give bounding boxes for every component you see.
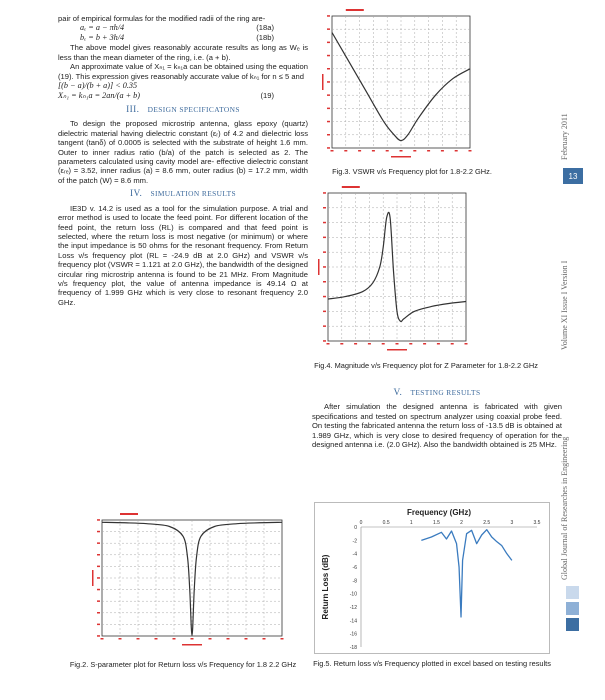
y-tick [323,340,326,342]
figure-4-caption: Fig.4. Magnitude v/s Frequency plot for Z Parameter for 1.8-2.2 GHz [314,361,538,370]
y-tick [327,68,330,70]
section-heading-simulation: IV. SIMULATION RESULTS [129,189,237,200]
x-tick [137,638,140,640]
y-tick-label: -12 [349,605,357,611]
y-tick [323,281,326,283]
x-tick [119,638,122,640]
paragraph-design: To design the proposed microstrip antenna, glass epoxy (quartz) dielectric material having dielectric constant (εᵣ) of 4.2 and dielectric loss tangent (tanδ) of 0.0005 is selected with the substrate of height 1.6 mm. Outer to inner radius ratio (b/a) of the patch is selected as 2. The parameters calculated using cavity model are- effective dielectric constant (εᵣₑ) = 3.52, inner radius (a) = 8.6 mm, outer radius (b) = 17.2 mm, width of the patch (W) = 8.6 mm. [58,119,308,185]
x-tick [344,150,347,152]
page-number: 13 [563,168,583,184]
x-tick [372,150,375,152]
x-tick [409,343,412,345]
x-tick [441,150,444,152]
y-tick [97,554,100,556]
x-tick [423,343,426,345]
y-tick [323,192,326,194]
paragraph-model: The above model gives reasonably accurate results as long as Wₑ is less than the mean diameter of the ring, i.e. (a + b). [58,43,308,62]
x-tick [101,638,104,640]
y-tick [327,134,330,136]
y-tick-label: -18 [349,645,357,651]
y-tick [327,42,330,44]
figure-4 [316,185,476,355]
y-tick [97,624,100,626]
y-tick-label: -4 [352,551,357,558]
y-tick [327,147,330,149]
x-tick-label: 3 [510,520,514,526]
y-tick [97,589,100,591]
x-tick [455,150,458,152]
paragraph-testing: After simulation the designed antenna is fabricated with given specifications and tested on spectrum analyzer using coaxial probe feed. On testing the fabricated antenna the return loss of -13.5 dB is obtained at 1.989 GHz, which is very close to desired frequency of operation for the designed antenna i.e. (2.0 GHz). Also the bandwidth obtained is 25 MHz. [312,402,562,450]
side-journal: Global Journal of Researches in Engineering [560,436,569,580]
y-tick [323,325,326,327]
x-tick-label: 0 [359,520,363,526]
y-tick [327,94,330,96]
y-tick [323,311,326,313]
x-tick [191,638,194,640]
x-tick [437,343,440,345]
y-tick [327,28,330,30]
x-tick [327,343,330,345]
side-volume: Volume XI Issue I Version I [560,260,569,350]
y-tick [97,612,100,614]
y-tick-label: -8 [352,578,357,585]
fig5-title: Frequency (GHz) [406,508,472,517]
x-tick [427,150,430,152]
x-tick-label: 3.5 [533,520,541,526]
section-heading-testing: V. TESTING RESULTS [393,388,481,398]
x-tick [382,343,385,345]
fig5-ylabel: Return Loss (dB) [321,554,330,620]
y-tick-label: -14 [349,618,357,625]
fig4-chart [316,185,476,355]
figure-3 [320,6,480,161]
x-tick [227,638,230,640]
y-axis-label [92,570,94,586]
x-tick [358,150,361,152]
y-tick [323,237,326,239]
equation-19: Xₙ₁ = kₙ₁a = 2an/(a + b) (19) [58,91,274,101]
x-tick [263,638,266,640]
x-tick [396,343,399,345]
figure-2-caption: Fig.2. S-parameter plot for Return loss v/s Frequency for 1.8 2.2 GHz [69,660,297,669]
x-tick [331,150,334,152]
figure-5-caption: Fig.5. Return loss v/s Frequency plotted in excel based on testing results [313,659,551,668]
section-heading-design: III. DESIGN SPECIFICATONS [126,105,240,116]
y-tick [97,519,100,521]
y-tick [97,600,100,602]
y-tick-label: -16 [349,631,357,638]
y-tick [97,531,100,533]
y-tick [327,108,330,110]
y-tick [97,635,100,637]
x-tick [245,638,248,640]
x-tick [155,638,158,640]
y-tick [327,15,330,17]
equation-condition: [(b − a)/(b + a)] < 0.35 [58,81,138,91]
x-tick-label: 2 [460,520,463,526]
x-tick [451,343,454,345]
decor-square-1 [566,586,579,599]
x-tick-label: 1.5 [432,520,440,526]
y-tick [97,542,100,544]
x-tick [340,343,343,345]
fig3-chart [320,6,480,161]
y-tick [327,121,330,123]
left-column [58,14,308,307]
y-tick [323,222,326,224]
legend-mark [342,186,360,188]
y-tick-label: 0 [354,525,357,531]
x-tick [281,638,284,640]
y-axis-label [318,259,320,275]
figure-2 [88,512,294,654]
intro-text: pair of empirical formulas for the modified radii of the ring are- [58,14,266,23]
legend-mark [346,9,364,11]
y-tick [97,566,100,568]
figure-3-caption: Fig.3. VSWR v/s Frequency plot for 1.8-2.2 GHz. [332,167,492,176]
fig2-chart [88,512,294,654]
y-tick-label: -6 [352,565,357,571]
fig5-chart [315,503,549,653]
x-tick [413,150,416,152]
data-line [421,530,512,617]
figure-5 [314,502,550,654]
x-axis-label [182,644,202,646]
x-tick [354,343,357,345]
paragraph-approx: An approximate value of Xₙ₁ = kₙ₁a can be obtained using the equation (19). This expression gives reasonably accurate value of kₙ₁ for n ≤ 5 and [58,62,308,81]
x-axis-label [387,349,407,351]
x-tick [400,150,403,152]
x-tick [386,150,389,152]
y-tick [323,207,326,209]
x-tick [465,343,468,345]
x-tick-label: 1 [409,520,413,526]
equation-18a: aₑ = a − πh/4 (18a) [80,23,274,33]
y-tick [97,577,100,579]
y-tick-label: -10 [349,591,357,598]
legend-mark [120,513,138,515]
y-tick [323,296,326,298]
y-axis-label [322,74,324,90]
right-column [312,388,562,449]
x-tick [368,343,371,345]
y-tick [323,251,326,253]
y-tick [327,55,330,57]
y-tick [327,81,330,83]
y-tick [323,266,326,268]
side-date: February 2011 [560,113,569,160]
paragraph-simulation: IE3D v. 14.2 is used as a tool for the simulation purpose. A trial and error method is used to locate the feed point. For different location of the feed point, the return loss (RL) is compared and that feed point is selected, where the return loss is most negative (or minimum) or where the input impedance is 50 ohms for the resonant frequency. From Return Loss v/s frequency plot (RL = -24.9 dB at 2.0 GHz) and VSWR v/s frequency plot (VSWR = 1.121 at 2.0 GHz), the bandwidth of the designed circular ring microstrip antenna is found to be 21 MHz. From Magnitude v/s frequency plot, the value of antenna impedance is 49.14 Ω at frequency of 1.999 GHz which is very close to resonant frequency 2.0 GHz. [58,203,308,307]
x-axis-label [391,156,411,158]
x-tick [209,638,212,640]
x-tick-label: 0.5 [382,520,390,526]
x-tick [469,150,472,152]
x-tick-label: 2.5 [483,520,491,526]
x-tick [173,638,176,640]
y-tick-label: -2 [352,538,357,545]
equation-18b: bₑ = b + 3h/4 (18b) [80,33,274,43]
decor-square-3 [566,618,579,631]
decor-square-2 [566,602,579,615]
